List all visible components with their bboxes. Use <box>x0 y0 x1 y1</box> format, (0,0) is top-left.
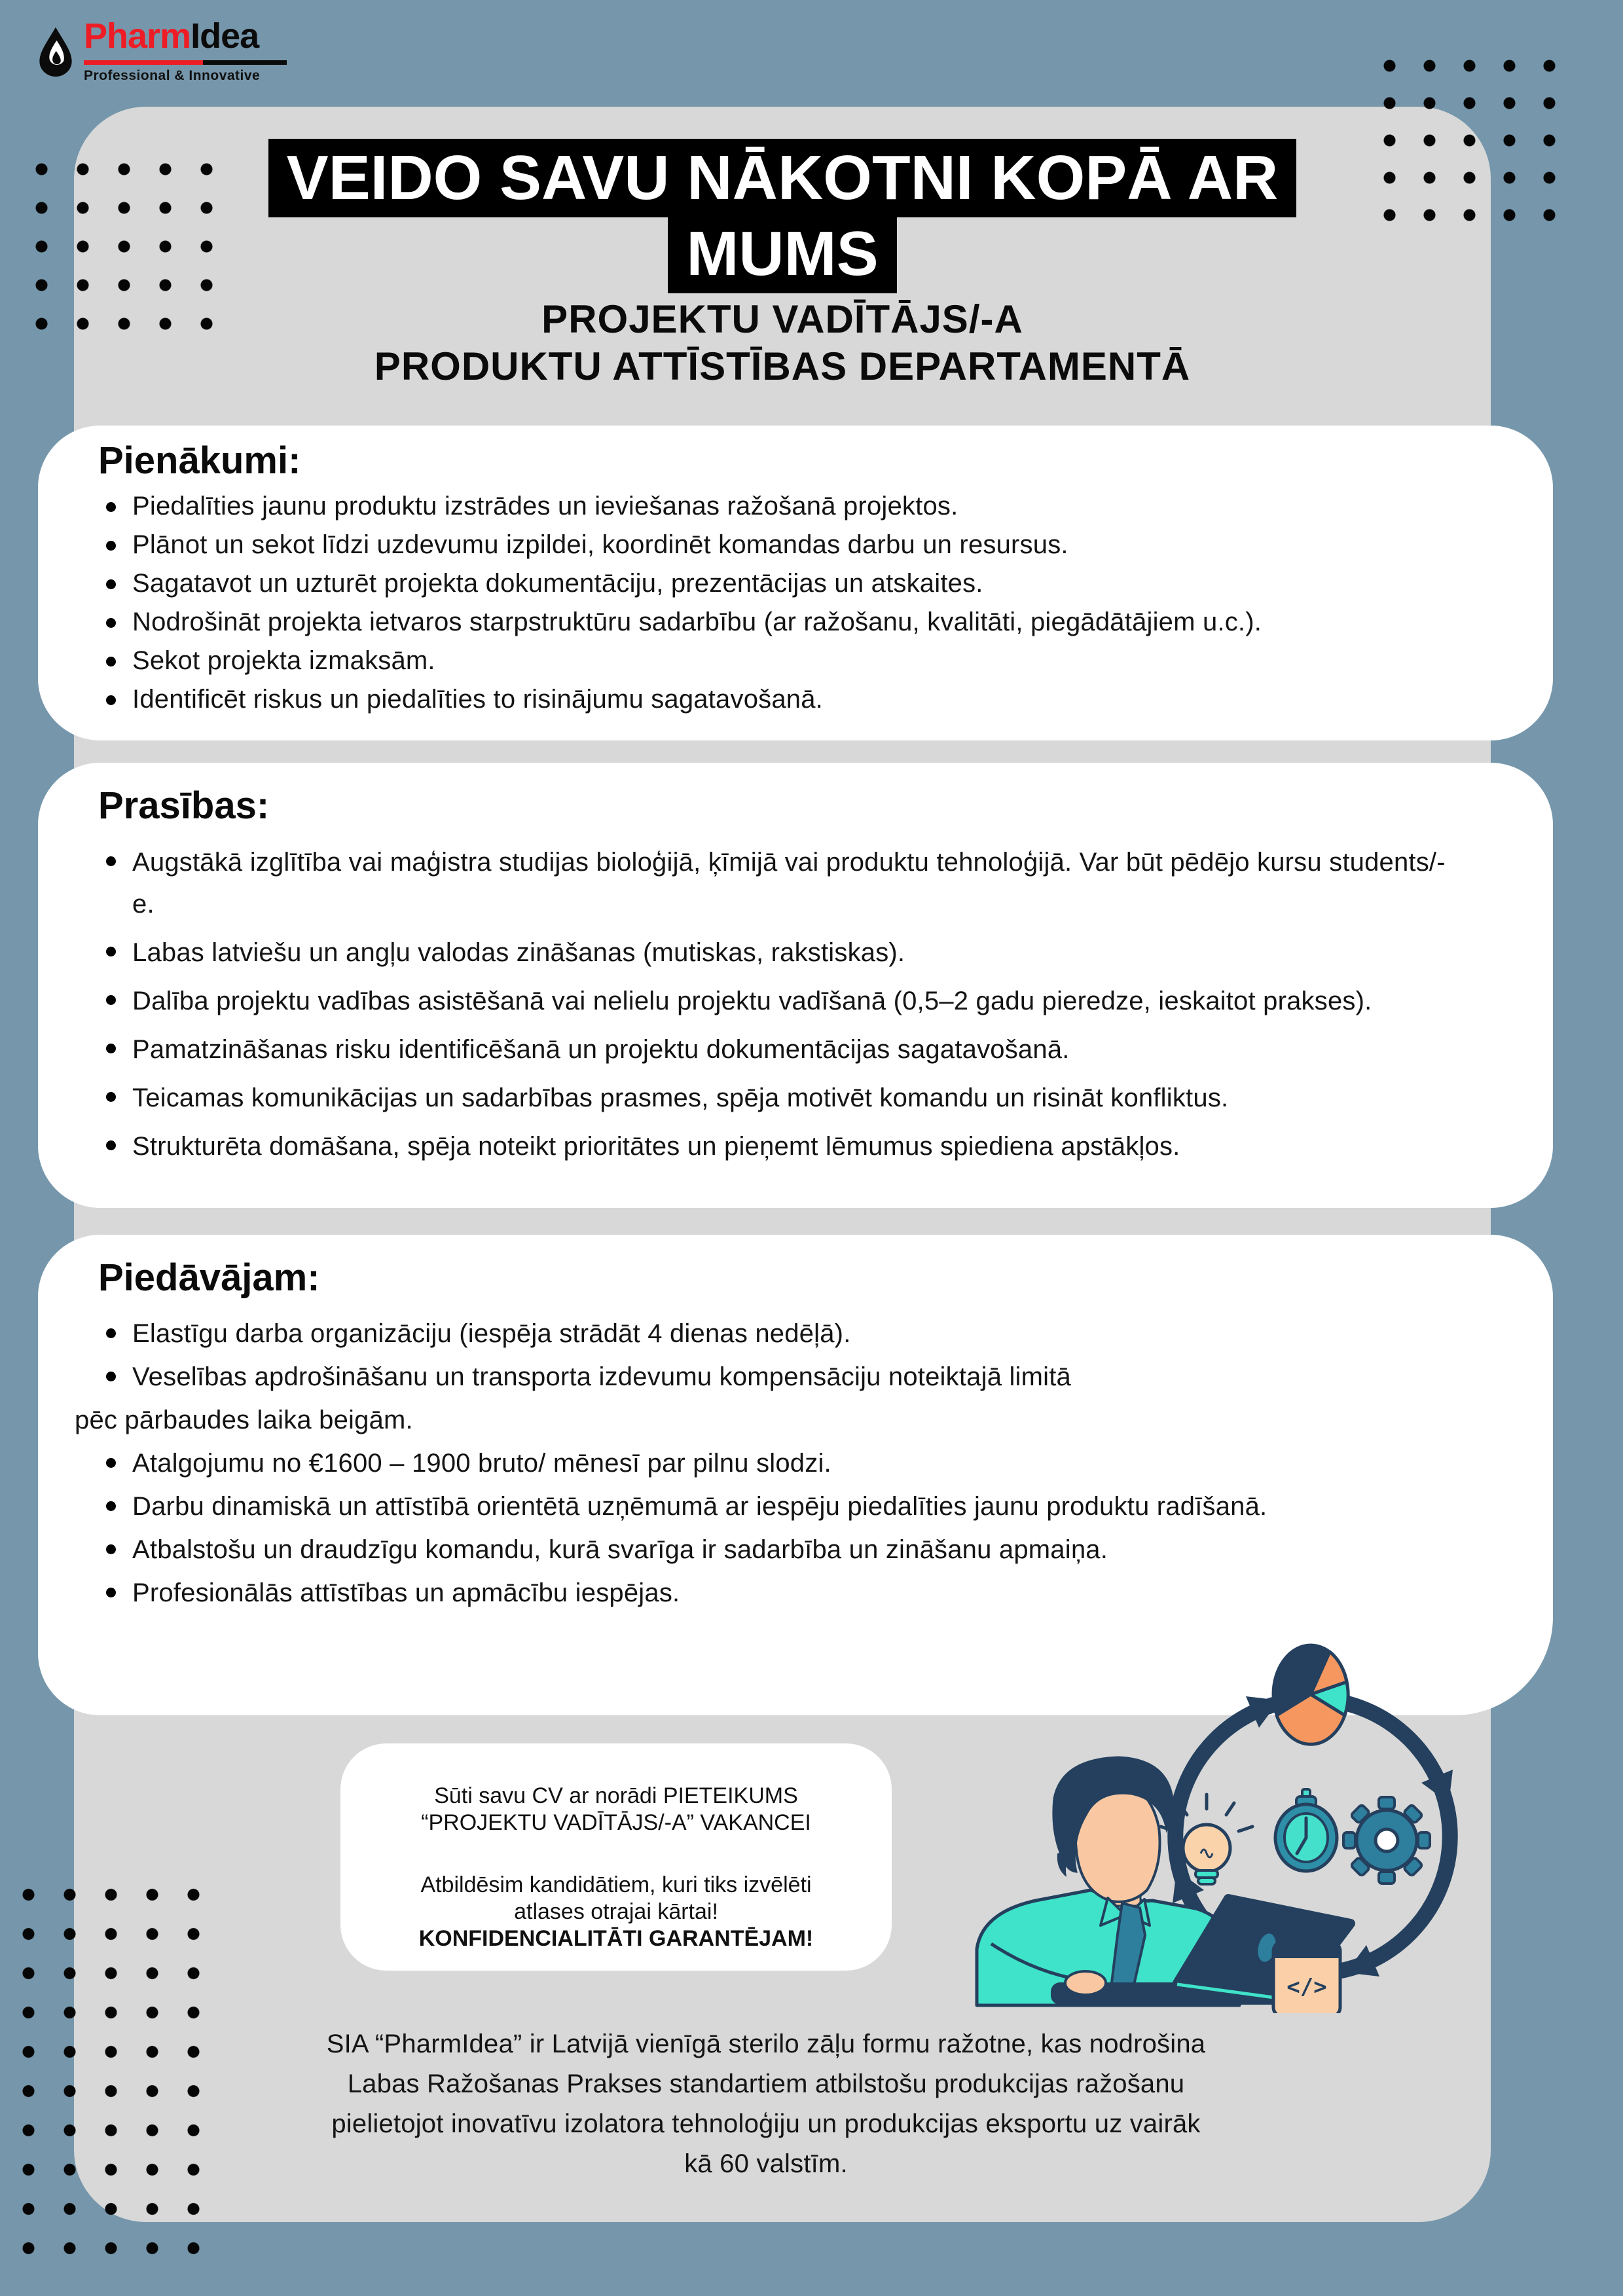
section-card-prasibas <box>38 763 1553 1208</box>
bullet-item: Sagatavot un uzturēt projekta dokumentāciju, prezentācijas un atskaites. <box>98 564 1474 603</box>
brand-name <box>84 17 259 55</box>
pie-chart-icon <box>1273 1645 1348 1744</box>
section-card-pienakumi <box>38 426 1553 740</box>
brand-pharm: Pharm <box>84 16 191 56</box>
stopwatch-icon <box>1275 1789 1337 1871</box>
title-line-1: VEIDO SAVU NĀKOTNI KOPĀ AR <box>268 139 1297 217</box>
section-heading: Pienākumi: <box>98 439 301 482</box>
section-heading: Prasības: <box>98 784 270 827</box>
bullet-item: Veselības apdrošināšanu un transporta izdevumu kompensāciju noteiktajā limitā <box>98 1357 1330 1397</box>
about-line: pielietojot inovatīvu izolatora tehnoloģiju un produkcijas eksportu uz vairāk <box>331 2109 1201 2138</box>
project-manager-illustration <box>936 1568 1499 2013</box>
bullet-item: Nodrošināt projekta ietvaros starpstruktūru sadarbību (ar ražošanu, kvalitāti, piegādātājiem u.c.). <box>98 603 1474 642</box>
bullet-item: Identificēt riskus un piedalīties to risinājumu sagatavošanā. <box>98 680 1474 719</box>
bullet-item: Elastīgu darba organizāciju (iespēja strādāt 4 dienas nedēļā). <box>98 1313 1330 1354</box>
bullet-list <box>98 841 1474 1167</box>
company-description <box>105 2024 1427 2184</box>
bullet-item: Labas latviešu un angļu valodas zināšanas (mutiskas, rakstiskas). <box>98 932 1455 974</box>
gear-icon <box>1343 1797 1430 1884</box>
subtitle-line-1: PROJEKTU VADĪTĀJS/-A <box>541 297 1023 341</box>
brand-underline-red <box>84 60 203 65</box>
brand-underline-black <box>203 60 287 65</box>
bullet-item: Augstākā izglītība vai maģistra studijas bioloģijā, ķīmijā vai produktu tehnoloģijā. Var būt pēdējo kursu students/-e. <box>98 841 1455 925</box>
drop-icon <box>37 24 75 81</box>
cv-line: Sūti savu CV ar norādi PIETEIKUMS <box>434 1783 798 1808</box>
bullet-item: pēc pārbaudes laika beigām. <box>75 1406 413 1434</box>
cv-line: “PROJEKTU VADĪTĀJS/-A” VAKANCEI <box>421 1810 811 1835</box>
hand <box>1065 1971 1106 1995</box>
about-line: Labas Ražošanas Prakses standartiem atbilstošu produkcijas ražošanu <box>347 2069 1185 2098</box>
bullet-item: Darbu dinamiskā un attīstībā orientētā uzņēmumā ar iespēju piedalīties jaunu produktu radīšanā. <box>98 1486 1330 1527</box>
bullet-item: Teicamas komunikācijas un sadarbības prasmes, spēja motivēt komandu un risināt konfliktus. <box>98 1077 1455 1119</box>
bullet-item: Pamatzināšanas risku identificēšanā un projektu dokumentācijas sagatavošanā. <box>98 1029 1455 1070</box>
bullet-item: Dalība projektu vadības asistēšanā vai nelielu projektu vadīšanā (0,5–2 gadu pieredze, ieskaitot prakses). <box>98 980 1455 1022</box>
cv-application-box <box>340 1743 892 1971</box>
section-heading: Piedāvājam: <box>98 1256 320 1299</box>
brand-idea: Idea <box>191 16 259 56</box>
bullet-item: Plānot un sekot līdzi uzdevumu izpildei, koordinēt komandas darbu un resursus. <box>98 526 1474 564</box>
about-line: kā 60 valstīm. <box>684 2149 848 2178</box>
bullet-list <box>98 487 1474 719</box>
logo-tagline: Professional & Innovative <box>84 68 261 83</box>
bullet-item: Strukturēta domāšana, spēja noteikt prioritātes un pieņemt lēmumus spiediena apstākļos. <box>98 1125 1455 1167</box>
pharmidea-logo <box>26 10 334 89</box>
bullet-item: Sekot projekta izmaksām. <box>98 642 1474 680</box>
code-window-icon <box>1273 1942 1340 2013</box>
bullet-item: Atalgojumu no €1600 – 1900 bruto/ mēnesī par pilnu slodzi. <box>98 1443 1330 1484</box>
title-line-2: MUMS <box>668 217 896 293</box>
about-line: SIA “PharmIdea” ir Latvijā vienīgā sterilo zāļu formu ražotne, kas nodrošina <box>326 2030 1206 2058</box>
svg-text:</>: </> <box>1286 1974 1327 2000</box>
bullet-item: Piedalīties jaunu produktu izstrādes un ieviešanas ražošanā projektos. <box>98 487 1474 526</box>
bullet-item: Atbalstošu un draudzīgu komandu, kurā svarīga ir sadarbība un zināšanu apmaiņa. <box>98 1529 1330 1570</box>
page-title <box>74 139 1491 293</box>
subtitle-line-2: PRODUKTU ATTĪSTĪBAS DEPARTAMENTĀ <box>374 344 1191 388</box>
position-subtitle <box>74 296 1491 390</box>
confidentiality-note: KONFIDENCIALITĀTI GARANTĒJAM! <box>418 1926 814 1951</box>
cv-line: Atbildēsim kandidātiem, kuri tiks izvēlēti <box>420 1872 812 1897</box>
bullet-item: Profesionālās attīstības un apmācību iespējas. <box>98 1573 1330 1613</box>
cv-line: atlases otrajai kārtai! <box>514 1899 718 1924</box>
